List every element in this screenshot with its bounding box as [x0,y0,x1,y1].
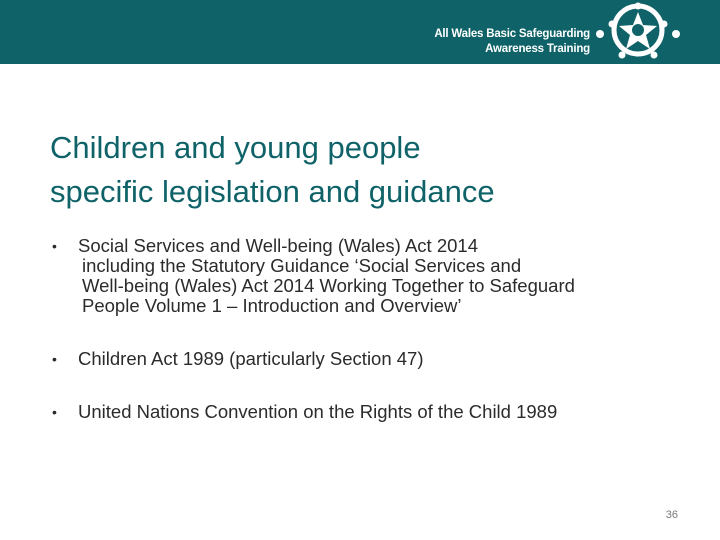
list-item-text: Well-being (Wales) Act 2014 Working Together to Safeguard [82,275,575,296]
list-item [50,349,690,369]
brand-line-1: All Wales Basic Safeguarding [434,28,590,40]
star-people-logo-icon [590,0,686,64]
list-item-text: including the Statutory Guidance ‘Social Services and [82,255,522,276]
bullet-glyph: • [52,238,57,254]
list-item [50,402,690,422]
slide-title [50,126,495,214]
title-line-1: Children and young people [50,130,421,165]
page-number: 36 [665,509,678,521]
title-line-2: specific legislation and guidance [50,174,495,209]
list-item-text: United Nations Convention on the Rights of the Child 1989 [78,401,558,422]
legislation-list [50,236,690,422]
list-item [50,236,690,316]
list-item-text: Social Services and Well-being (Wales) Act 2014 [78,235,478,256]
header-banner [0,0,720,64]
brand-line-2: Awareness Training [485,43,590,55]
bullet-glyph: • [52,351,57,367]
brand-text [434,27,590,57]
bullet-glyph: • [52,404,57,420]
list-item-text: People Volume 1 – Introduction and Overview’ [82,295,462,316]
list-item-text: Children Act 1989 (particularly Section 47) [78,348,424,369]
